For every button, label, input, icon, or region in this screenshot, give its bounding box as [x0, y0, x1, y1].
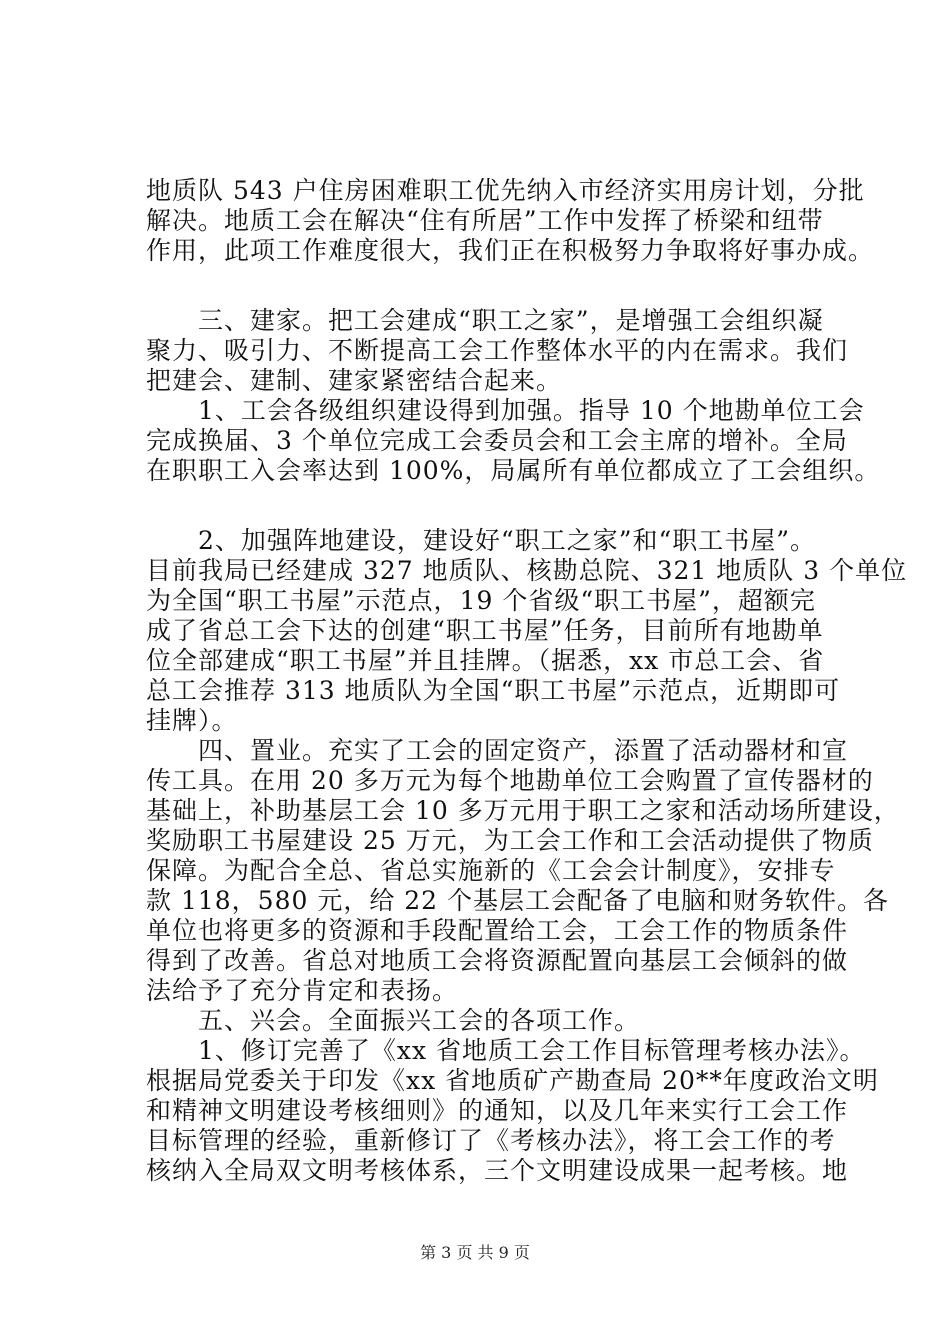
text-line: 根据局党委关于印发《xx 省地质矿产勘查局 20**年度政治文明 [146, 1066, 879, 1095]
paragraph-gap [146, 486, 858, 526]
text-line: 得到了改善。省总对地质工会将资源配置向基层工会倾斜的做 [146, 946, 849, 975]
page-number-footer: 第 3 页 共 9 页 [420, 1243, 530, 1262]
paragraph-gap [146, 266, 858, 306]
text-line: 完成换届、3 个单位完成工会委员会和工会主席的增补。全局 [146, 426, 848, 455]
text-line: 成了省总工会下达的创建“职工书屋”任务，目前所有地勘单 [146, 616, 824, 645]
text-line: 解决。地质工会在解决“住有所居”工作中发挥了桥梁和纽带 [146, 206, 824, 235]
text-line: 法给予了充分肯定和表扬。 [146, 976, 459, 1005]
text-line: 五、兴会。全面振兴工会的各项工作。 [146, 1006, 641, 1035]
text-line: 作用，此项工作难度很大，我们正在积极努力争取将好事办成。 [146, 236, 875, 265]
text-line: 把建会、建制、建家紧密结合起来。 [146, 366, 563, 395]
text-line: 地质队 543 户住房困难职工优先纳入市经济实用房计划，分批 [146, 176, 865, 205]
text-line: 2、加强阵地建设，建设好“职工之家”和“职工书屋”。 [146, 526, 817, 555]
text-line: 单位也将更多的资源和手段配置给工会，工会工作的物质条件 [146, 916, 849, 945]
text-line: 核纳入全局双文明考核体系，三个文明建设成果一起考核。地 [146, 1156, 849, 1185]
text-line: 和精神文明建设考核细则》的通知，以及几年来实行工会工作 [146, 1096, 849, 1125]
text-line: 1、工会各级组织建设得到加强。指导 10 个地勘单位工会 [146, 396, 865, 425]
text-line: 聚力、吸引力、不断提高工会工作整体水平的内在需求。我们 [146, 336, 849, 365]
text-line: 在职职工入会率达到 100%，局属所有单位都成立了工会组织。 [146, 456, 881, 485]
text-line: 保障。为配合全总、省总实施新的《工会会计制度》，安排专 [146, 856, 836, 885]
text-line: 传工具。在用 20 多万元为每个地勘单位工会购置了宣传器材的 [146, 766, 874, 795]
text-line: 位全部建成“职工书屋”并且挂牌。（据悉，xx 市总工会、省 [146, 646, 825, 675]
text-line: 挂牌）。 [146, 706, 238, 735]
document-body [146, 176, 908, 1186]
text-line: 奖励职工书屋建设 25 万元，为工会工作和工会活动提供了物质 [146, 826, 874, 855]
text-line: 基础上，补助基层工会 10 多万元用于职工之家和活动场所建设， [146, 796, 900, 825]
text-line: 目标管理的经验，重新修订了《考核办法》，将工会工作的考 [146, 1126, 836, 1155]
text-line: 为全国“职工书屋”示范点，19 个省级“职工书屋”，超额完 [146, 586, 816, 615]
text-line: 总工会推荐 313 地质队为全国“职工书屋”示范点，近期即可 [146, 676, 841, 705]
text-line: 三、建家。把工会建成“职工之家”，是增强工会组织凝 [146, 306, 824, 335]
text-line: 1、修订完善了《xx 省地质工会工作目标管理考核办法》。 [146, 1036, 866, 1065]
text-line: 目前我局已经建成 327 地质队、核勘总院、321 地质队 3 个单位 [146, 556, 908, 585]
text-line: 款 118，580 元，给 22 个基层工会配备了电脑和财务软件。各 [146, 886, 890, 915]
text-line: 四、置业。充实了工会的固定资产，添置了活动器材和宣 [146, 736, 849, 765]
